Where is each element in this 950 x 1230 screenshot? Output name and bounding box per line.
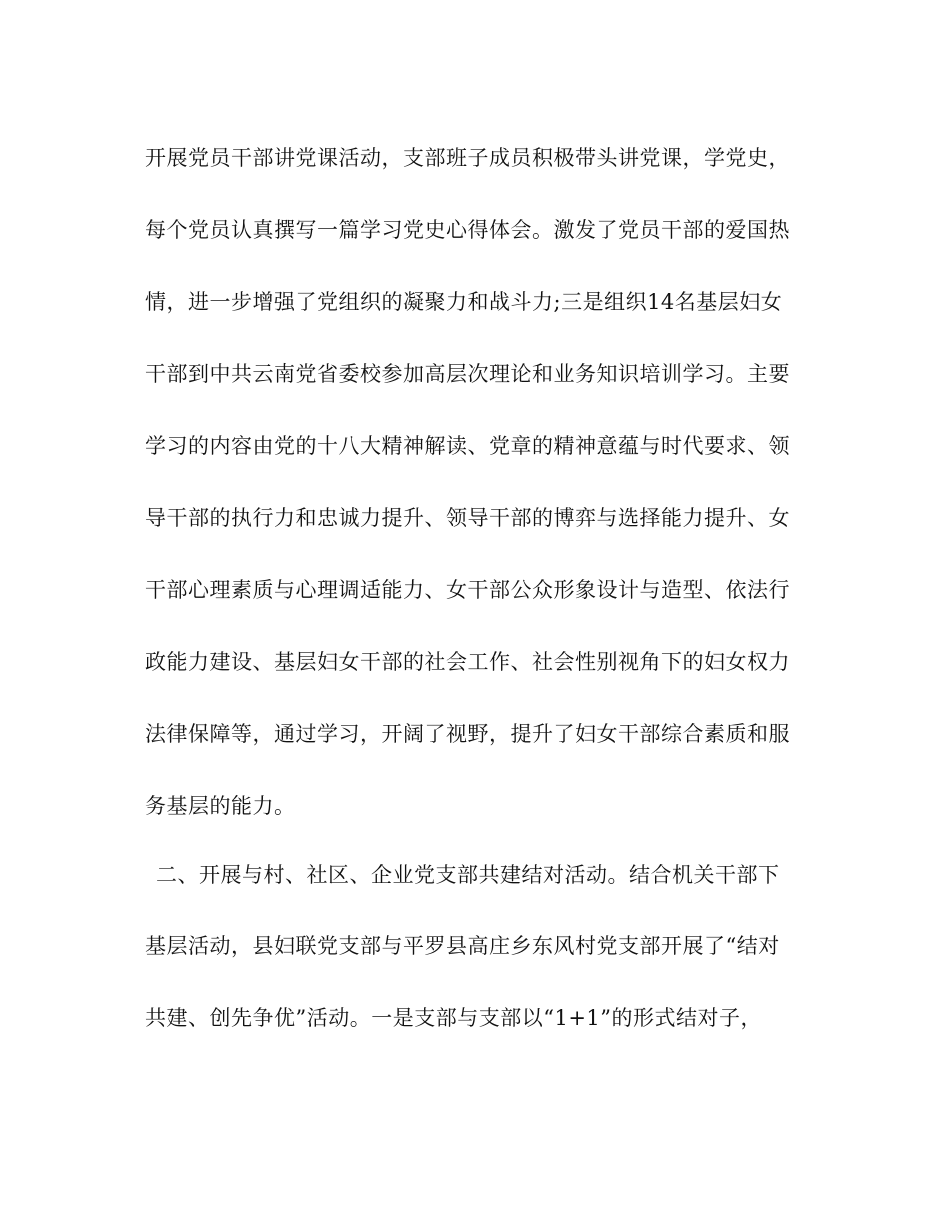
text-line-9: 法律保障等，通过学习，开阔了视野，提升了妇女干部综合素质和服	[145, 722, 790, 746]
text-line-12: 基层活动，县妇联党支部与平罗县高庄乡东风村党支部开展了“结对	[145, 934, 780, 958]
text-line-6: 导干部的执行力和忠诚力提升、领导干部的博弈与选择能力提升、女	[145, 506, 790, 530]
section-heading-line: 二、开展与村、社区、企业党支部共建结对活动。结合机关干部下	[156, 863, 780, 887]
text-line-10: 务基层的能力。	[145, 794, 296, 818]
text-line-8: 政能力建设、基层妇女干部的社会工作、社会性别视角下的妇女权力	[145, 650, 790, 674]
text-line-2: 每个党员认真撰写一篇学习党史心得体会。激发了党员干部的爱国热	[145, 218, 790, 242]
text-line-4: 干部到中共云南党省委校参加高层次理论和业务知识培训学习。主要	[145, 362, 790, 386]
text-line-3: 情，进一步增强了党组织的凝聚力和战斗力;三是组织14名基层妇女	[145, 290, 783, 314]
text-line-1: 开展党员干部讲党课活动，支部班子成员积极带头讲党课，学党史，	[145, 146, 790, 170]
text-line-13: 共建、创先争优”活动。一是支部与支部以“1+1”的形式结对子，	[145, 1006, 763, 1030]
text-line-5: 学习的内容由党的十八大精神解读、党章的精神意蕴与时代要求、领	[145, 434, 790, 458]
text-line-7: 干部心理素质与心理调适能力、女干部公众形象设计与造型、依法行	[145, 578, 790, 602]
